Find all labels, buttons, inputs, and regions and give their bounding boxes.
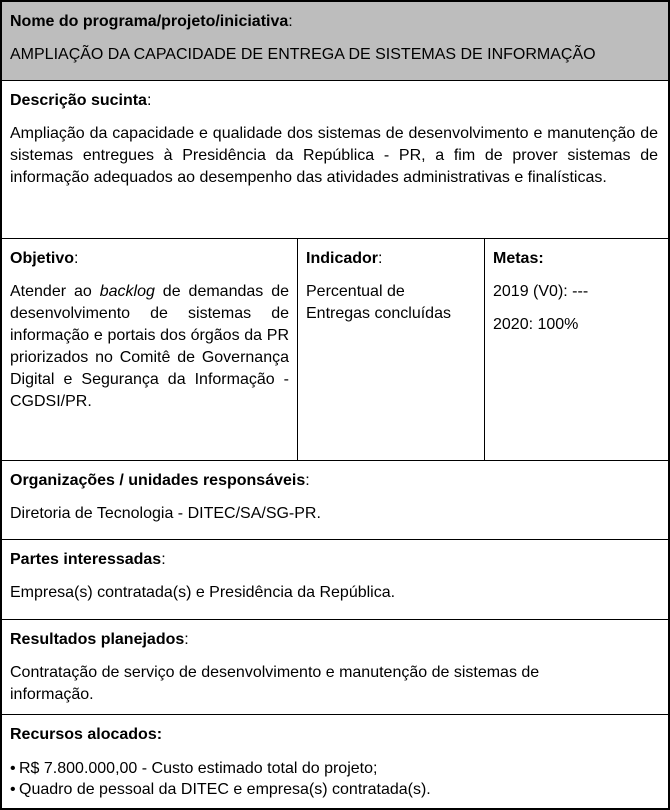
resultados-label-bold: Resultados planejados	[10, 631, 185, 648]
organizacoes-label-bold: Organizações / unidades responsáveis	[10, 472, 306, 489]
bullet-icon: •	[10, 760, 16, 777]
objetivo-text-before: Atender ao	[10, 283, 100, 300]
resultados-label	[10, 629, 658, 651]
metas-label: Metas:	[493, 250, 544, 267]
section-descricao-sucinta	[2, 80, 668, 238]
bullet-icon: •	[10, 781, 16, 798]
descricao-label	[10, 90, 658, 112]
organizacoes-label	[10, 470, 658, 492]
objetivo-label-colon: :	[74, 250, 79, 267]
organizacoes-label-colon: :	[305, 472, 310, 489]
organizacoes-text: Diretoria de Tecnologia - DITEC/SA/SG-PR.	[10, 505, 321, 522]
section-resultados	[2, 619, 668, 714]
descricao-label-colon: :	[146, 92, 152, 109]
recursos-bullet-item-2	[10, 779, 658, 800]
objetivo-label	[10, 248, 289, 270]
nome-programa-label-colon: :	[288, 13, 293, 30]
section-organizacoes	[2, 460, 668, 539]
recursos-item-2-text: Quadro de pessoal da DITEC e empresa(s) contratada(s).	[19, 781, 431, 798]
descricao-text: Ampliação da capacidade e qualidade dos sistemas de desenvolvimento e manutenção de sistemas entregues à Presidência da República - PR, a fim de prover sistemas de informação adequados ao desempenho das atividades administrativas e finalísticas.	[10, 125, 658, 186]
objetivo-text	[10, 281, 289, 413]
section-objetivo-indicador-metas	[2, 238, 668, 460]
partes-label-colon: :	[161, 551, 166, 568]
partes-text: Empresa(s) contratada(s) e Presidência da República.	[10, 584, 396, 601]
metas-item-2020: 2020: 100%	[493, 316, 579, 333]
partes-label	[10, 549, 658, 571]
indicador-label-colon: :	[378, 250, 383, 267]
recursos-bullet-item-1	[10, 758, 658, 779]
indicador-label-bold: Indicador	[306, 250, 379, 267]
objetivo-italic-word: backlog	[99, 283, 155, 300]
indicador-label	[306, 248, 476, 270]
recursos-label: Recursos alocados:	[10, 726, 163, 743]
resultados-text: Contratação de serviço de desenvolvimento e manutenção de sistemas de informação.	[10, 664, 540, 703]
section-nome-programa	[2, 2, 668, 80]
objetivo-text-after: de demandas de desenvolvimento de sistemas de informação e portais dos órgãos da PR priorizados no Comitê de Governança Digital e Segurança da Informação - CGDSI/PR.	[10, 283, 289, 410]
nome-programa-label-bold: Nome do programa/projeto/iniciativa	[10, 13, 289, 30]
program-title: AMPLIAÇÃO DA CAPACIDADE DE ENTREGA DE SISTEMAS DE INFORMAÇÃO	[10, 46, 596, 63]
nome-programa-label	[10, 11, 658, 33]
indicador-text: Percentual de Entregas concluídas	[306, 283, 451, 322]
cell-objetivo	[2, 239, 297, 460]
metas-item-2019: 2019 (V0): ---	[493, 283, 589, 300]
cell-indicador	[297, 239, 484, 460]
section-partes-interessadas	[2, 539, 668, 619]
recursos-item-1-text: R$ 7.800.000,00 - Custo estimado total do projeto;	[19, 760, 378, 777]
resultados-label-colon: :	[184, 631, 189, 648]
section-recursos	[2, 714, 668, 808]
partes-label-bold: Partes interessadas	[10, 551, 162, 568]
objetivo-label-bold: Objetivo	[10, 250, 75, 267]
descricao-label-bold: Descrição sucinta	[10, 92, 147, 109]
cell-metas	[484, 239, 668, 460]
